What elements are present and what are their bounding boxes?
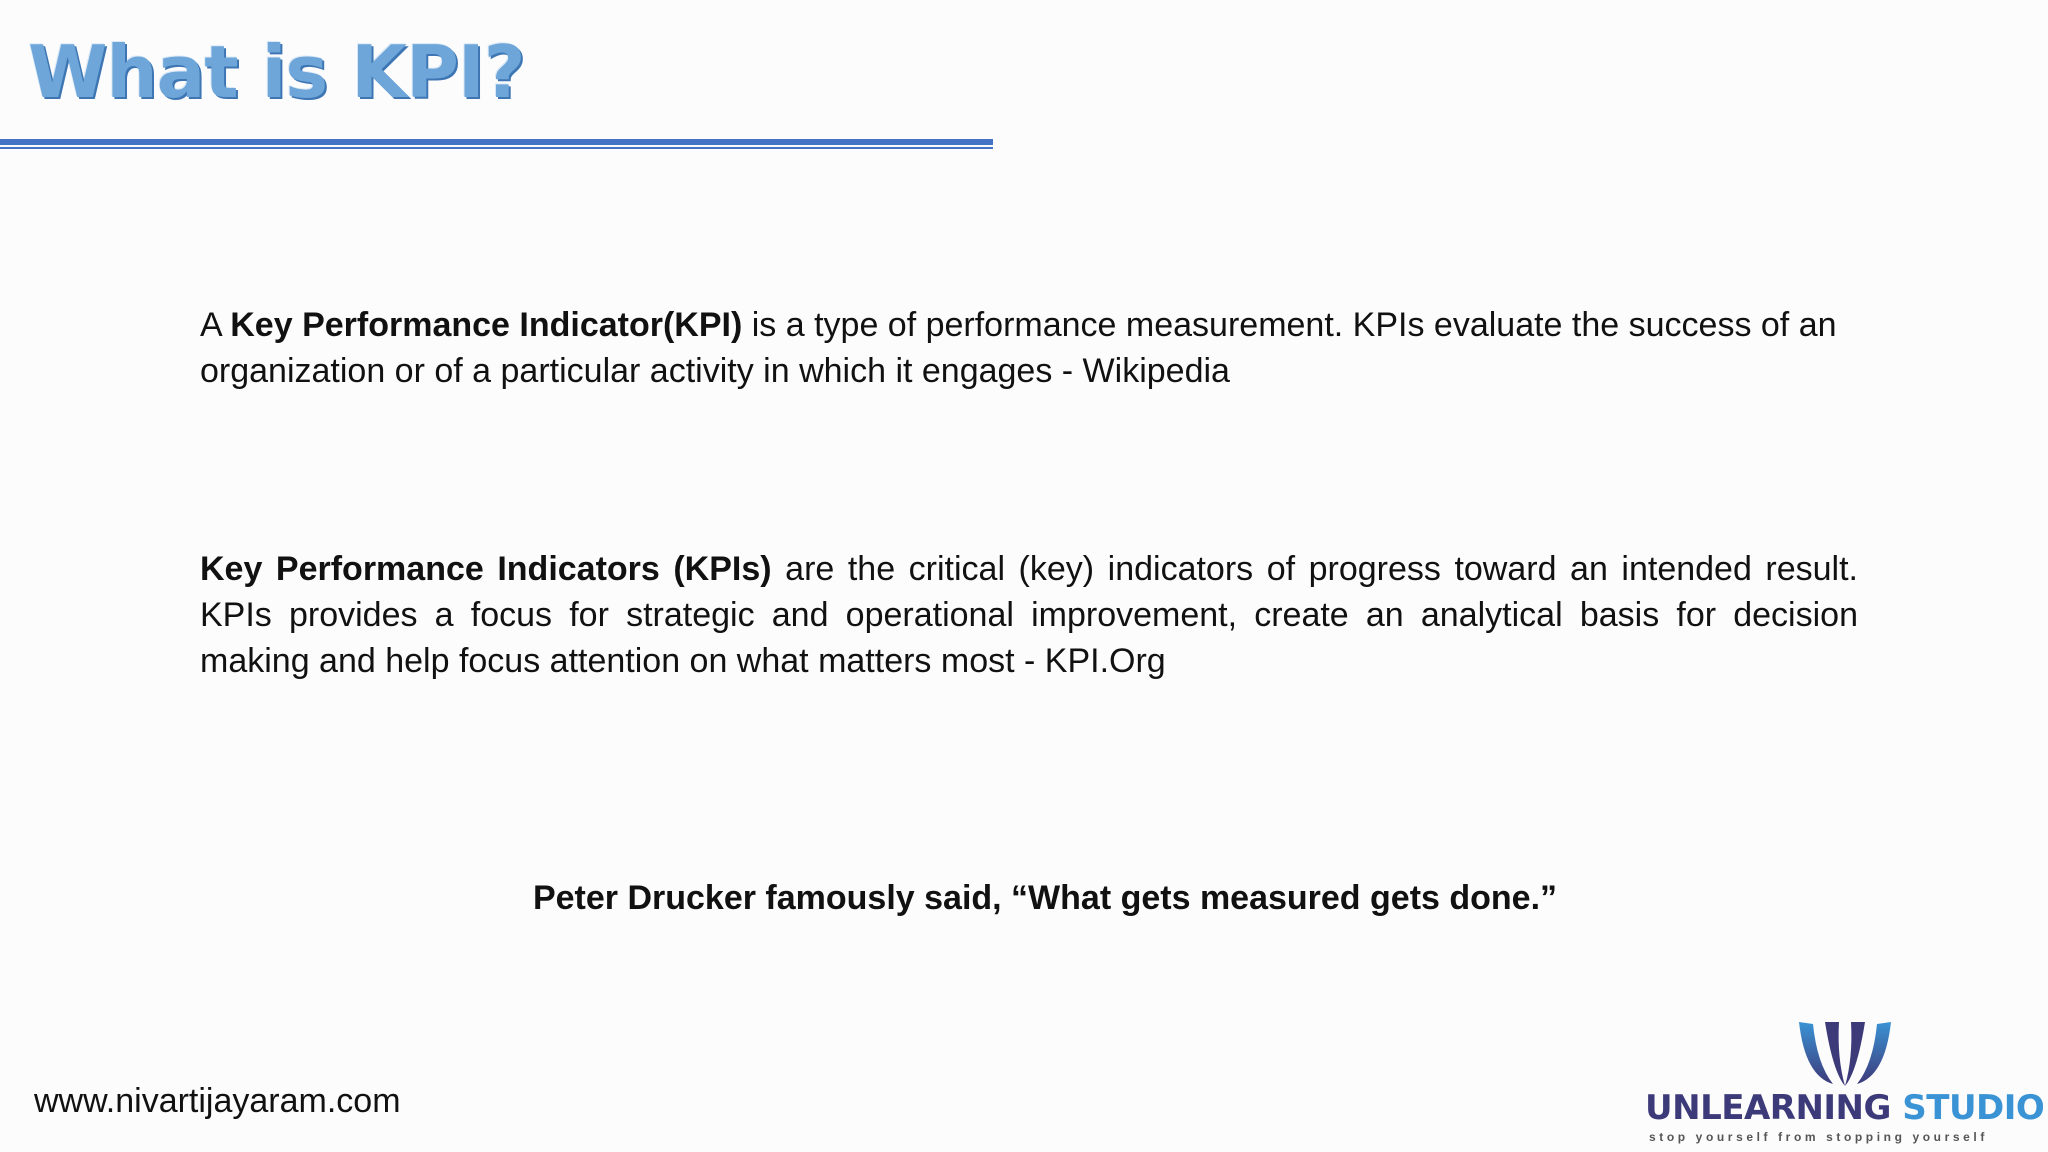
logo-tagline: stop yourself from stopping yourself <box>1649 1130 1988 1144</box>
logo-word-unlearning: UNLEARNING <box>1645 1088 1891 1128</box>
logo-wordmark <box>1645 1088 2045 1128</box>
title-underline <box>0 139 993 145</box>
para2-term: Key Performance Indicators (KPIs) <box>200 550 772 588</box>
slide-title: What is KPI? <box>28 30 525 114</box>
para1-text: is a type of performance measurement. KPIs evaluate the success of an organization or of a particular activity in which it engages - Wikipedia <box>200 306 1837 390</box>
title-underline-thin <box>0 147 993 149</box>
logo-word-studio: STUDIO <box>1902 1088 2045 1128</box>
definition-wikipedia <box>200 302 1860 394</box>
unlearning-studio-logo <box>1645 1018 2045 1150</box>
para1-prefix: A <box>200 306 231 344</box>
logo-swirl-icon <box>1795 1018 1895 1090</box>
website-link[interactable]: www.nivartijayaram.com <box>34 1082 401 1120</box>
definition-kpi-org <box>200 546 1858 684</box>
drucker-quote: Peter Drucker famously said, “What gets measured gets done.” <box>532 879 1558 917</box>
para2-text: are the critical (key) indicators of progress toward an intended result. KPIs provides a focus for strategic and operational improvement, create an analytical basis for decision making and help focus attention on what matters most - KPI.Org <box>200 550 1858 680</box>
para1-term: Key Performance Indicator(KPI) <box>230 306 743 344</box>
